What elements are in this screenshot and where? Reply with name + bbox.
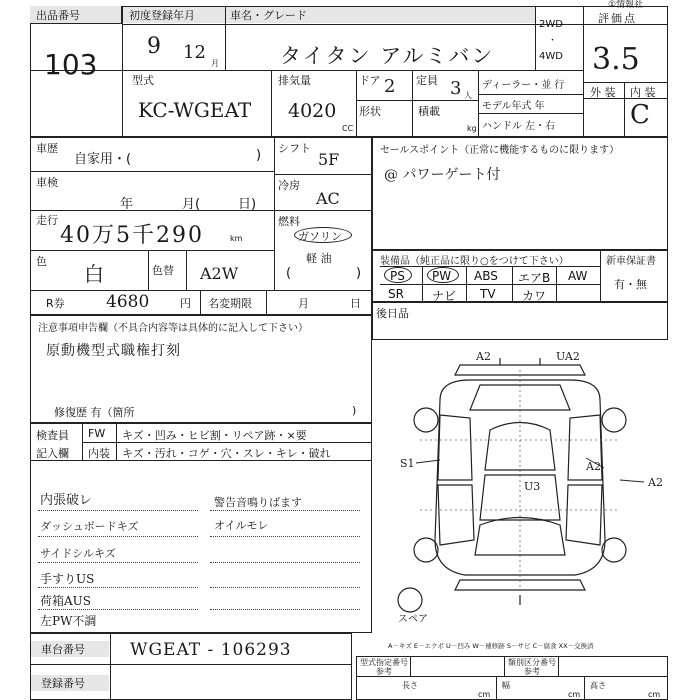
remark-right-2: オイルモレ <box>214 519 269 532</box>
chassis-label: 車台番号 <box>31 641 109 657</box>
mark-left-side: S1 <box>400 457 415 470</box>
later-label: 後日品 <box>376 307 409 320</box>
designated-label: 型式指定番号 <box>360 658 408 667</box>
name-label: 車名・グレード <box>226 7 535 23</box>
remark-left-5: 荷箱AUS <box>40 594 92 608</box>
guarantee-label: 新車保証書 <box>606 256 656 267</box>
cm-3: cm <box>648 690 661 699</box>
first-reg-month-unit: 月 <box>211 59 219 68</box>
reg-label: 登録番号 <box>31 675 109 691</box>
mark-right-edge: A2 <box>648 476 663 489</box>
header-frame <box>30 6 668 137</box>
mark-front-right: UA2 <box>556 350 580 363</box>
drive-4wd: 4WD <box>539 51 563 62</box>
mark-right-mid: A2 <box>586 460 601 473</box>
ref-1: 参考 <box>376 667 392 676</box>
later-frame <box>372 302 668 340</box>
interior-text: キズ・汚れ・コゲ・穴・スレ・キレ・破れ <box>122 447 331 460</box>
drive-dot: ・ <box>548 36 558 46</box>
sales-value: @ パワーゲート付 <box>384 167 501 183</box>
interior-label: 内 装 <box>630 86 656 99</box>
fw-label: FW <box>88 427 106 440</box>
guarantee-value: 有・無 <box>614 278 647 291</box>
displacement-unit: CC <box>342 124 354 133</box>
history-label: 車歴 <box>36 142 58 155</box>
ac-value: AC <box>316 189 340 208</box>
equip-ps: PS <box>390 269 405 283</box>
legend-text: A－キズ E－エクボ U－凹み W－補修跡 S－サビ C－腐食 XX－交換済 <box>388 642 594 650</box>
remark-left-1: 内張破レ <box>40 493 93 508</box>
equip-abs: ABS <box>474 269 498 283</box>
equip-leather: カワ <box>522 289 547 303</box>
interior-tag: 内装 <box>88 447 110 460</box>
chassis-value: WGEAT - 106293 <box>130 640 292 660</box>
capacity-unit: 人 <box>464 91 472 100</box>
mileage-label: 走行 <box>36 214 58 227</box>
equip-ps-circle <box>384 267 412 283</box>
capacity-label: 定員 <box>416 74 438 87</box>
cm-2: cm <box>568 690 581 699</box>
entry-label: 記入欄 <box>36 447 69 460</box>
cm-1: cm <box>478 690 491 699</box>
equip-pw-circle <box>427 267 459 283</box>
color-value: 白 <box>84 262 104 286</box>
top-right-text: ①情報社 <box>608 0 644 10</box>
equip-tv: TV <box>480 287 496 301</box>
fuel-paren-close: ) <box>356 266 362 281</box>
remark-left-3: サイドシルキズ <box>40 547 116 560</box>
vehicle-name: タイタン アルミバン <box>280 44 495 68</box>
equipment-label: 装備品（純正品に限り○をつけて下さい） <box>380 256 569 267</box>
fuel-other: 軽 油 <box>306 252 332 265</box>
fw-text: キズ・凹み・ヒビ割・リペア跡・×要 <box>122 429 307 442</box>
fuel-label: 燃料 <box>278 215 300 228</box>
inspection-year: 年 <box>120 197 134 212</box>
inspector-label: 検査員 <box>36 429 69 442</box>
fuel-value: ガソリン <box>298 230 342 243</box>
model-year-label: モデル年式 年 <box>482 101 545 112</box>
r-ticket-label: R券 <box>46 297 65 310</box>
mark-center: U3 <box>524 480 541 493</box>
inspection-label: 車検 <box>36 176 58 189</box>
height-label: 高さ <box>590 681 606 690</box>
lot-label: 出品番号 <box>36 9 80 22</box>
ref-2: 参考 <box>524 667 540 676</box>
repair-label: 修復歴 有（箇所 <box>54 406 135 419</box>
first-reg-year: 9 <box>147 34 161 59</box>
exterior-label: 外 装 <box>590 86 616 99</box>
recolor-label: 色替 <box>152 264 174 277</box>
mileage-value: 40万5千290 <box>60 223 204 248</box>
mark-front-left: A2 <box>476 350 491 363</box>
drive-2wd: 2WD <box>539 19 563 30</box>
dealer-label: ディーラー・並 行 <box>482 80 565 91</box>
load-label: 積載 <box>418 105 440 118</box>
name-change-month: 月 <box>298 297 309 310</box>
displacement-label: 排気量 <box>278 74 311 87</box>
vehicle-damage-diagram <box>380 340 680 630</box>
history-value: 自家用・( <box>74 152 132 167</box>
equip-navi: ナビ <box>432 289 457 303</box>
shift-label: シフト <box>278 142 311 155</box>
remark-right-1: 警告音鳴りばます <box>214 496 302 509</box>
load-unit: kg <box>467 124 477 133</box>
name-change-label: 名変期限 <box>208 297 252 310</box>
r-ticket-value: 4680 <box>106 292 150 312</box>
inspection-day: 日) <box>238 197 257 212</box>
interior-grade: C <box>630 100 650 130</box>
repair-close: ) <box>352 404 357 417</box>
equip-sr: SR <box>388 287 404 301</box>
category-label: 類別区分番号 <box>508 658 556 667</box>
shift-value: 5F <box>318 150 340 169</box>
handle-label: ハンドル 左・右 <box>482 121 556 132</box>
length-label: 長さ <box>402 681 418 690</box>
r-ticket-unit: 円 <box>180 297 191 310</box>
equip-pw: PW <box>432 269 452 283</box>
capacity-value: 3 <box>450 78 462 99</box>
notice-value: 原動機型式職権打刻 <box>46 343 181 359</box>
sales-label: セールスポイント（正常に機能するものに限ります） <box>380 145 620 156</box>
first-reg-month: 12 <box>183 42 206 63</box>
remark-left-2: ダッシュボードキズ <box>40 520 139 533</box>
spare-label: スペア <box>398 614 428 625</box>
name-change-day: 日 <box>350 297 361 310</box>
remark-left-4: 手すりUS <box>40 572 95 586</box>
notice-label: 注意事項申告欄（不具合内容等は具体的に記入して下さい） <box>38 323 308 334</box>
ac-label: 冷房 <box>278 179 300 192</box>
fuel-paren-open: ( <box>286 266 292 281</box>
history-close: ) <box>256 148 262 163</box>
doors-label: ドア <box>359 74 381 87</box>
lot-number: 103 <box>44 48 98 81</box>
model-value: KC-WGEAT <box>138 98 252 122</box>
remark-left-6: 左PW不調 <box>40 614 97 628</box>
mileage-unit: km <box>230 234 243 243</box>
equip-aw: AW <box>568 269 588 283</box>
color-label: 色 <box>36 255 47 268</box>
shape-label: 形状 <box>359 105 381 118</box>
displacement-value: 4020 <box>288 100 337 122</box>
color-code: A2W <box>200 264 239 283</box>
score-value: 3.5 <box>592 42 640 77</box>
model-label: 型式 <box>132 74 154 87</box>
equip-airbag: エアB <box>518 271 551 285</box>
doors-value: 2 <box>384 76 396 97</box>
width-label: 幅 <box>502 681 510 690</box>
score-label: 評価点 <box>598 12 637 25</box>
first-reg-label: 初度登録年月 <box>123 7 225 23</box>
inspection-month: 月( <box>182 197 201 212</box>
